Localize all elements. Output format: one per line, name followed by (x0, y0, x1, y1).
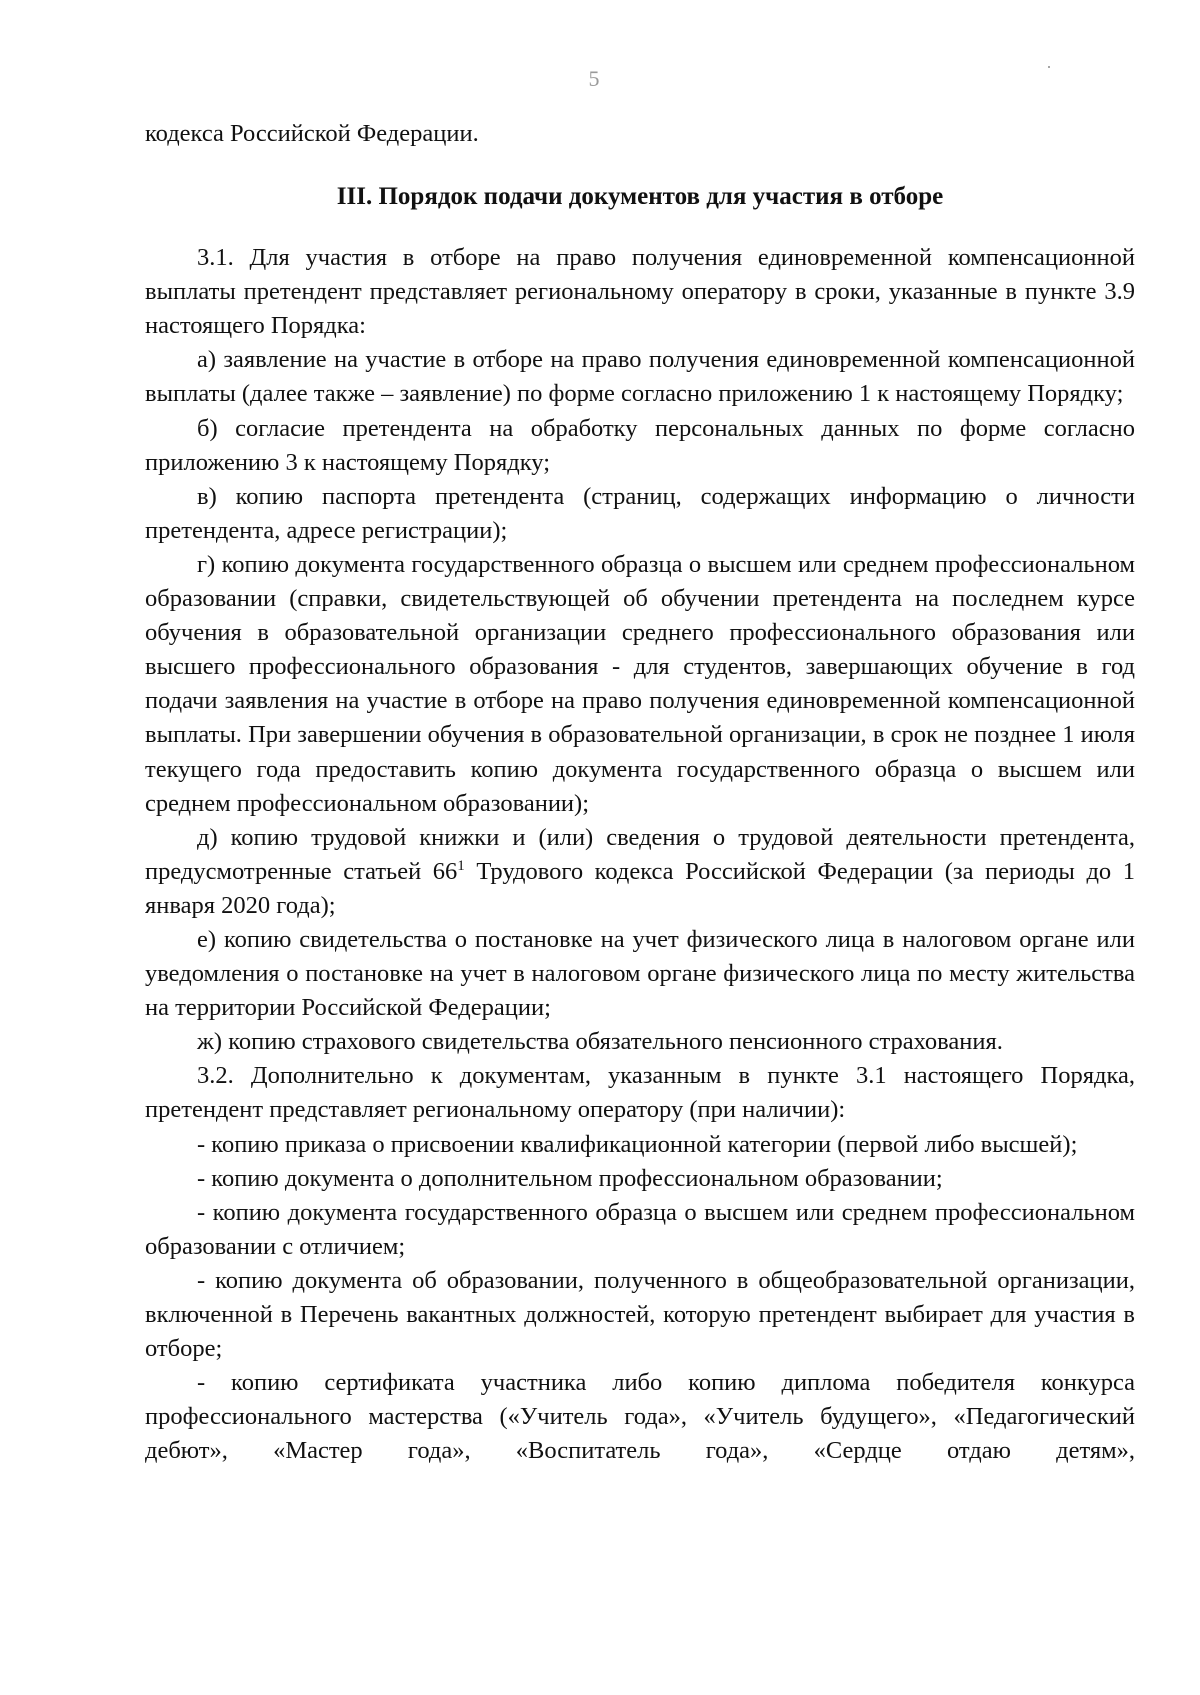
extra-item-school-certificate: - копию документа об образовании, полученного в общеобразовательной организации, включенной в Перечень вакантных должностей, которую претендент выбирает для участия в отборе; (145, 1266, 1135, 1363)
document-body (145, 117, 1135, 1468)
list-item-v: в) копию паспорта претендента (страниц, содержащих информацию о личности претендента, адресе регистрации); (145, 482, 1135, 544)
list-item-g: г) копию документа государственного образца о высшем или среднем профессиональном образовании (справки, свидетельствующей об обучении претендента на последнем курсе обучения в образовательной организации среднего профессионального образования или высшего профессионального образования - для студентов, завершающих обучение в год подачи заявления на участие в отборе на право получения единовременной компенсационной выплаты. При завершении обучения в образовательной организации, в срок не позднее 1 июля текущего года предоставить копию документа государственного образца о высшем или среднем профессиональном образовании); (145, 550, 1135, 817)
scan-speck (1048, 66, 1050, 68)
list-item-d (145, 821, 1135, 923)
list-item-d-text-end: Трудового кодекса Российской Федерации (за периоды до 1 января 2020 года); (145, 857, 1136, 919)
list-item-a: а) заявление на участие в отборе на право получения единовременной компенсационной выплаты (далее также – заявление) по форме согласно приложению 1 к настоящему Порядку; (145, 346, 1135, 408)
paragraph-3-1: 3.1. Для участия в отборе на право получения единовременной компенсационной выплаты претендент представляет региональному оператору в сроки, указанные в пункте 3.9 настоящего Порядка: (145, 244, 1135, 340)
extra-item-honors-diploma: - копию документа государственного образца о высшем или среднем профессиональном образовании с отличием; (145, 1198, 1135, 1260)
continuation-line: кодекса Российской Федерации. (145, 120, 479, 147)
extra-item-additional-education: - копию документа о дополнительном профессиональном образовании; (197, 1164, 943, 1192)
list-item-zh: ж) копию страхового свидетельства обязательного пенсионного страхования. (197, 1028, 1003, 1056)
section-title: III. Порядок подачи документов для участия в отборе (336, 183, 944, 211)
list-item-e: е) копию свидетельства о постановке на учет физического лица в налоговом органе или уведомления о постановке на учет в налоговом органе физического лица по месту жительства на территории Российской Федерации; (145, 925, 1135, 1022)
list-item-d-text: д) копию трудовой книжки и (или) сведения о трудовой деятельности претендента, предусмотренные статьей 66 (145, 823, 1135, 885)
extra-item-qualification: - копию приказа о присвоении квалификационной категории (первой либо высшей); (197, 1130, 1078, 1158)
paragraph-3-2: 3.2. Дополнительно к документам, указанным в пункте 3.1 настоящего Порядка, претендент представляет региональному оператору (при наличии): (145, 1062, 1135, 1124)
superscript-article-number: 1 (457, 857, 465, 874)
list-item-b: б) согласие претендента на обработку персональных данных по форме согласно приложению 3 к настоящему Порядку; (145, 414, 1135, 476)
extra-item-competition-certificate: - копию сертификата участника либо копию диплома победителя конкурса профессионального мастерства («Учитель года», «Учитель будущего», «Педагогический дебют», «Мастер года», «Воспитатель года», «Сердце отдаю детям», (145, 1369, 1135, 1465)
page-number: 5 (588, 66, 600, 91)
